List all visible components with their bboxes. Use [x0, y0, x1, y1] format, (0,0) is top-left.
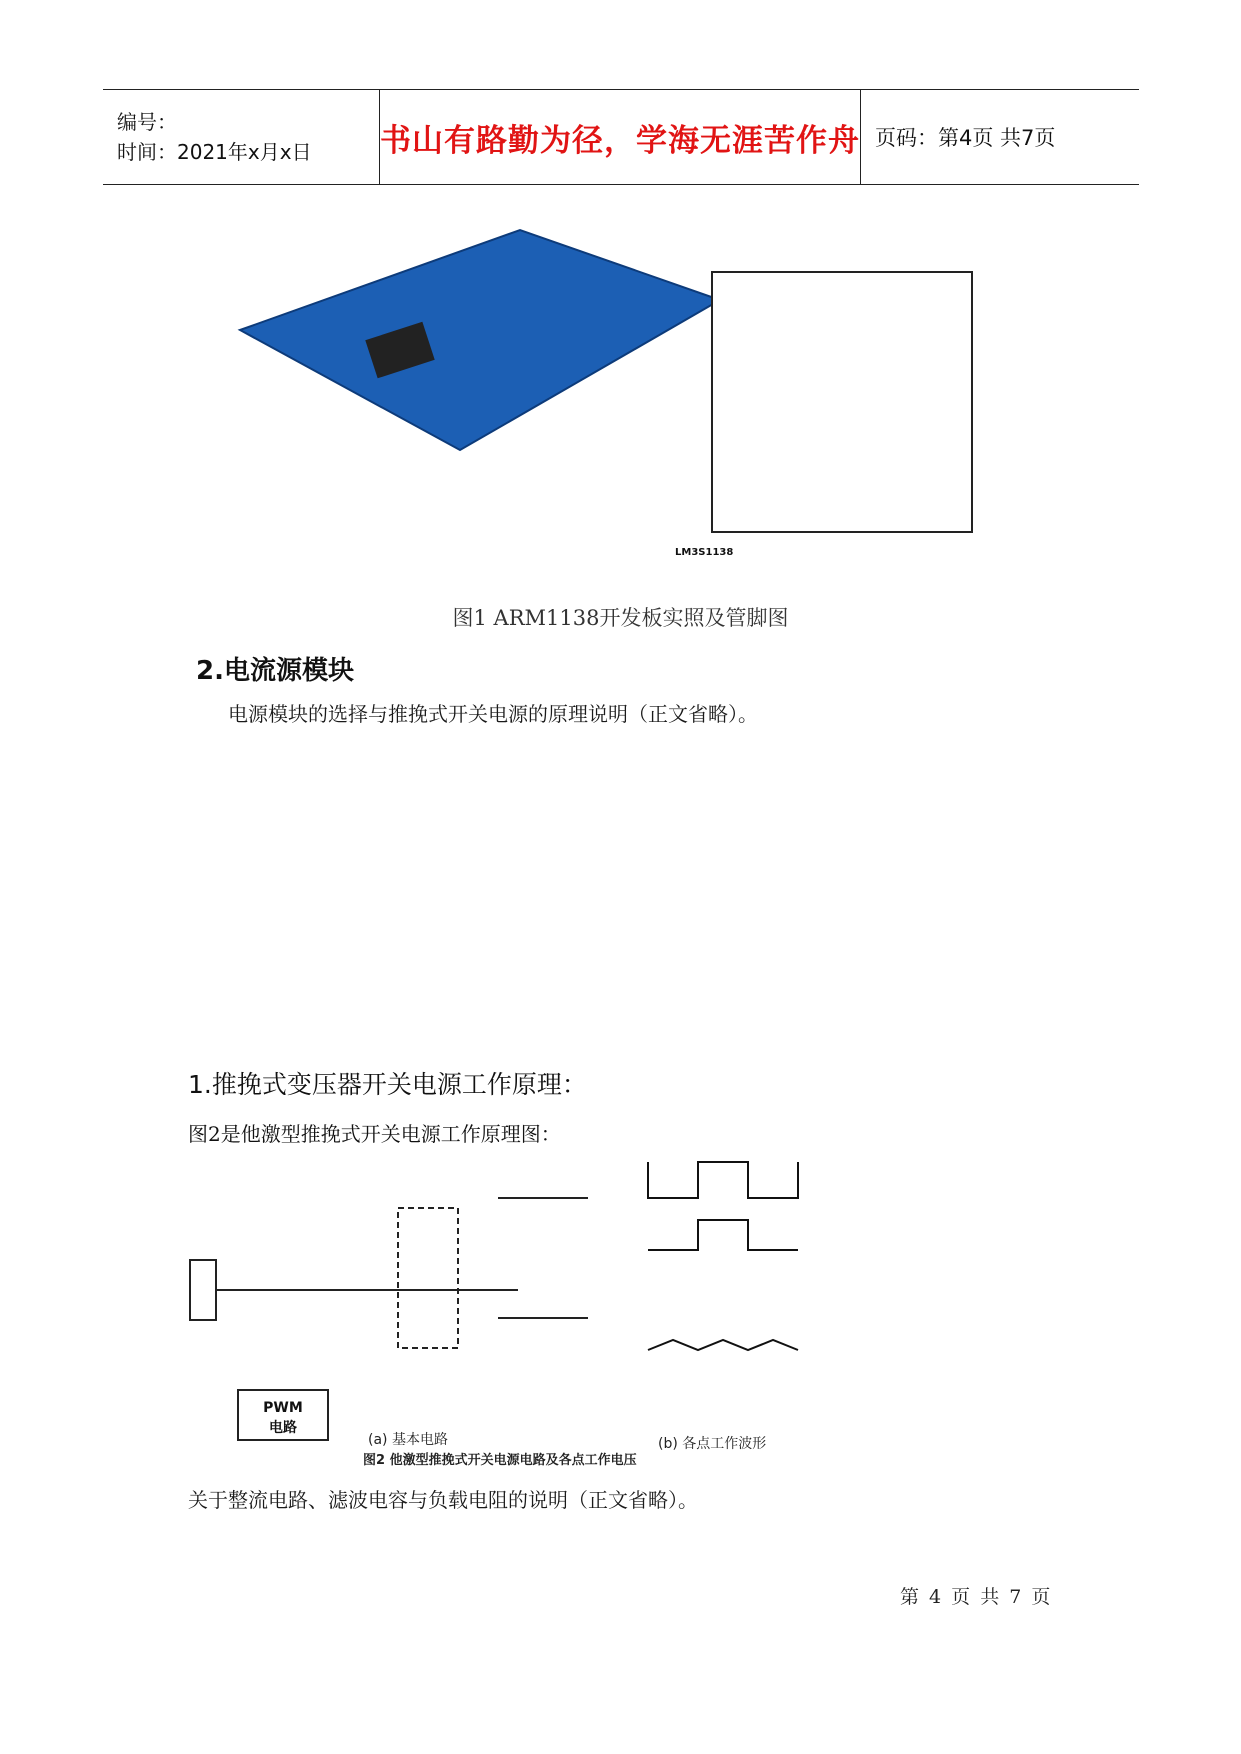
dev-board-pcb — [240, 230, 720, 450]
figure2-label-a: (a) 基本电路 — [368, 1432, 448, 1448]
paragraph-2: 关于整流电路、滤波电容与负载电阻的说明（正文省略）。 — [188, 1488, 698, 1512]
header-table — [103, 89, 1139, 185]
page-label: 页码：第4页 共7页 — [875, 126, 1056, 150]
figure2-intro: 图2是他激型推挽式开关电源工作原理图： — [188, 1122, 561, 1146]
header-left-cell — [103, 90, 380, 184]
section-title: 2.电流源模块 — [196, 656, 354, 686]
motto-text: 书山有路勤为径，学海无涯苦作舟 — [380, 122, 860, 159]
figure2-caption: 图2 他激型推挽式开关电源电路及各点工作电压 — [363, 1453, 637, 1468]
pwm-label-1: PWM — [263, 1400, 303, 1416]
figure1-image — [220, 210, 1100, 600]
pwm-label-2: 电路 — [269, 1420, 297, 1436]
page-footer: 第 4 页 共 7 页 — [900, 1586, 1053, 1608]
number-label: 编号： — [117, 110, 177, 134]
figure1-caption: 图1 ARM1138开发板实照及管脚图 — [452, 606, 789, 630]
figure2-diagram — [188, 1150, 908, 1470]
chip-pinout-body — [712, 272, 972, 532]
waveforms — [648, 1162, 798, 1350]
header-motto-cell — [380, 90, 861, 184]
header-page-cell — [861, 90, 1139, 184]
basic-circuit — [190, 1198, 588, 1348]
time-label: 时间：2021年x月x日 — [117, 140, 312, 164]
subsection-title: 1.推挽式变压器开关电源工作原理： — [188, 1070, 587, 1099]
chip-name-label: LM3S1138 — [675, 547, 734, 558]
figure2-label-b: (b) 各点工作波形 — [658, 1436, 767, 1452]
section-paragraph-1: 电源模块的选择与推挽式开关电源的原理说明（正文省略）。 — [228, 702, 758, 726]
